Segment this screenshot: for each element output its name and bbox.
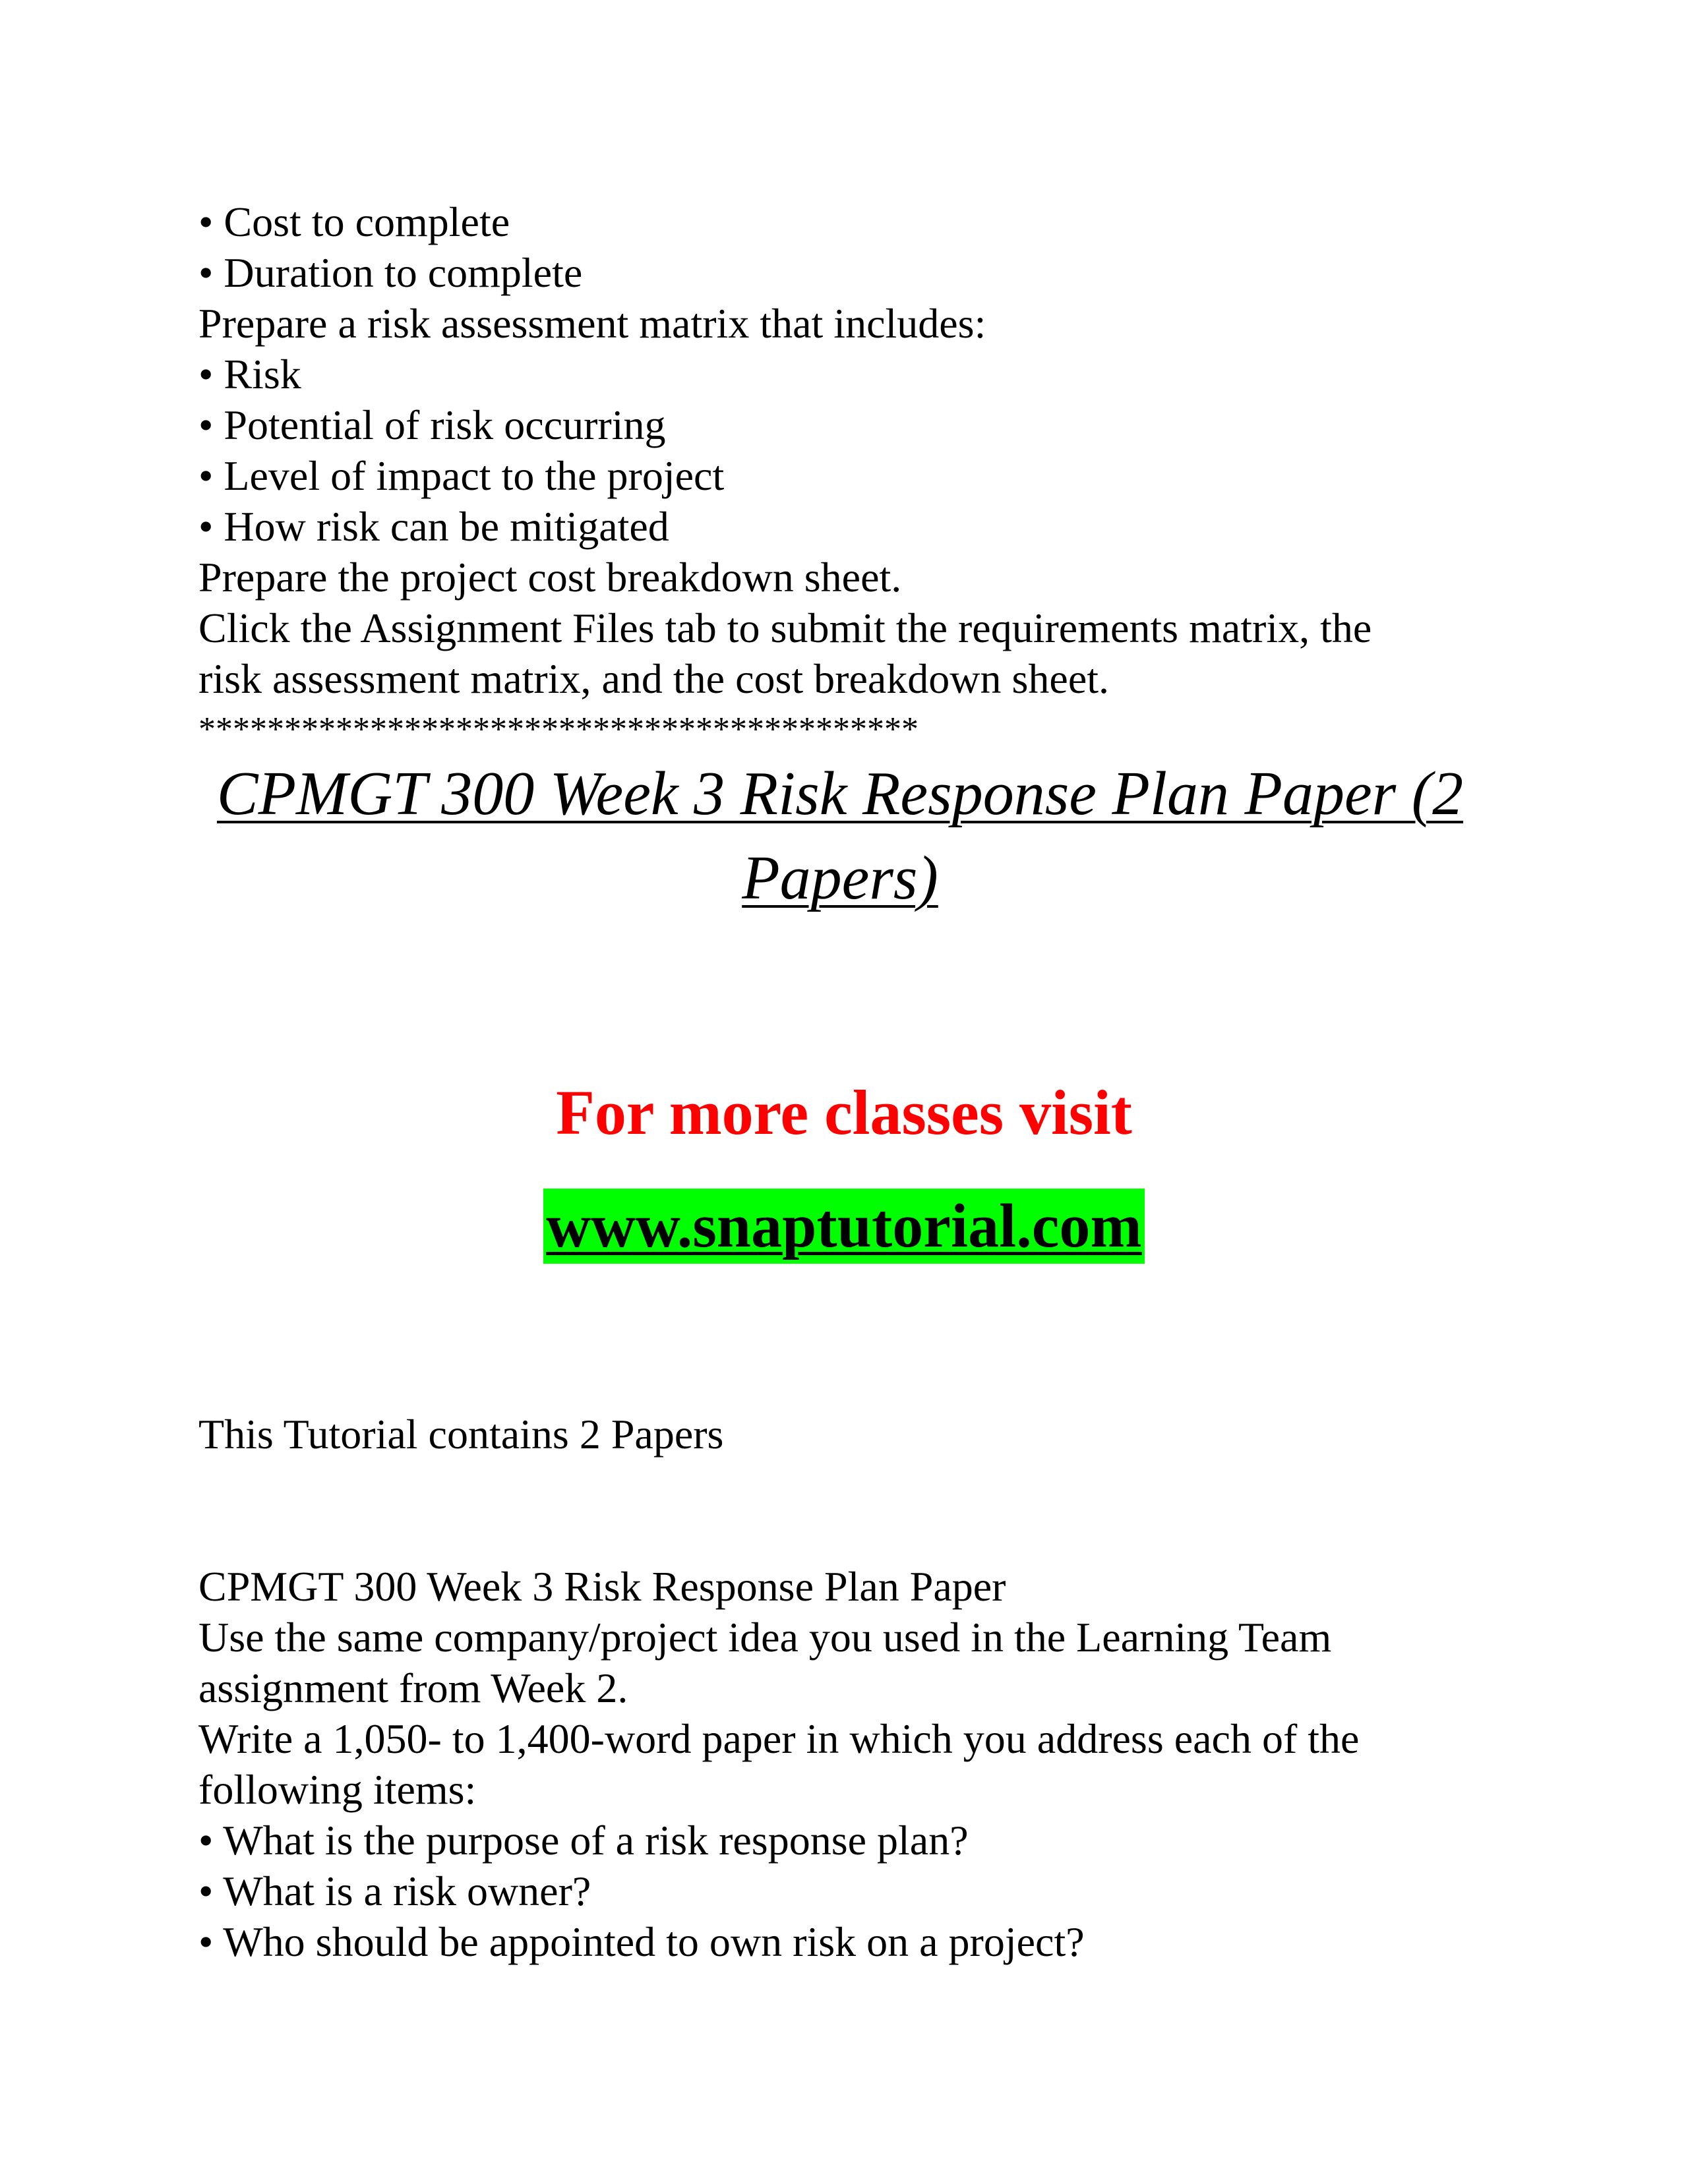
submit-instruction-line-2: risk assessment matrix, and the cost breakdown sheet. <box>198 655 1109 702</box>
submit-instruction-line-1: Click the Assignment Files tab to submit the requirements matrix, the <box>198 605 1372 651</box>
bullet-potential: • Potential of risk occurring <box>198 401 666 448</box>
paper-instruction-line-4: following items: <box>198 1766 477 1813</box>
separator-stars: ****************************************** <box>198 711 919 748</box>
risk-matrix-intro: Prepare a risk assessment matrix that includes: <box>198 300 986 347</box>
paper-description <box>198 1561 1517 1967</box>
intro-text: This Tutorial contains 2 Papers <box>198 1411 724 1458</box>
paper-instruction-line-2: assignment from Week 2. <box>198 1665 628 1711</box>
promo-visit-text: For more classes visit <box>556 1077 1132 1148</box>
bullet-cost: • Cost to complete <box>198 198 510 245</box>
promo-url-container <box>0 1189 1688 1264</box>
paper-instruction-line-3: Write a 1,050- to 1,400-word paper in which you address each of the <box>198 1715 1360 1762</box>
cost-breakdown-line: Prepare the project cost breakdown sheet. <box>198 554 902 601</box>
bullet-purpose: • What is the purpose of a risk response plan? <box>198 1817 969 1864</box>
bullet-risk-owner: • What is a risk owner? <box>198 1868 591 1914</box>
bullet-impact: • Level of impact to the project <box>198 452 725 499</box>
intro-paragraph <box>198 1409 1517 1460</box>
bullet-mitigation: • How risk can be mitigated <box>198 503 669 550</box>
bullet-duration: • Duration to complete <box>198 249 583 296</box>
bullet-appointed-owner: • Who should be appointed to own risk on a project? <box>198 1918 1085 1965</box>
heading-line-2[interactable]: Papers) <box>742 844 938 912</box>
bullet-risk: • Risk <box>198 351 301 398</box>
section-heading[interactable] <box>198 752 1482 920</box>
assignment-requirements-list <box>198 196 1517 755</box>
promo-url-link[interactable]: www.snaptutorial.com <box>543 1189 1144 1264</box>
paper-title: CPMGT 300 Week 3 Risk Response Plan Paper <box>198 1563 1006 1610</box>
paper-instruction-line-1: Use the same company/project idea you used in the Learning Team <box>198 1614 1332 1661</box>
heading-line-1[interactable]: CPMGT 300 Week 3 Risk Response Plan Paper (2 <box>216 759 1464 828</box>
